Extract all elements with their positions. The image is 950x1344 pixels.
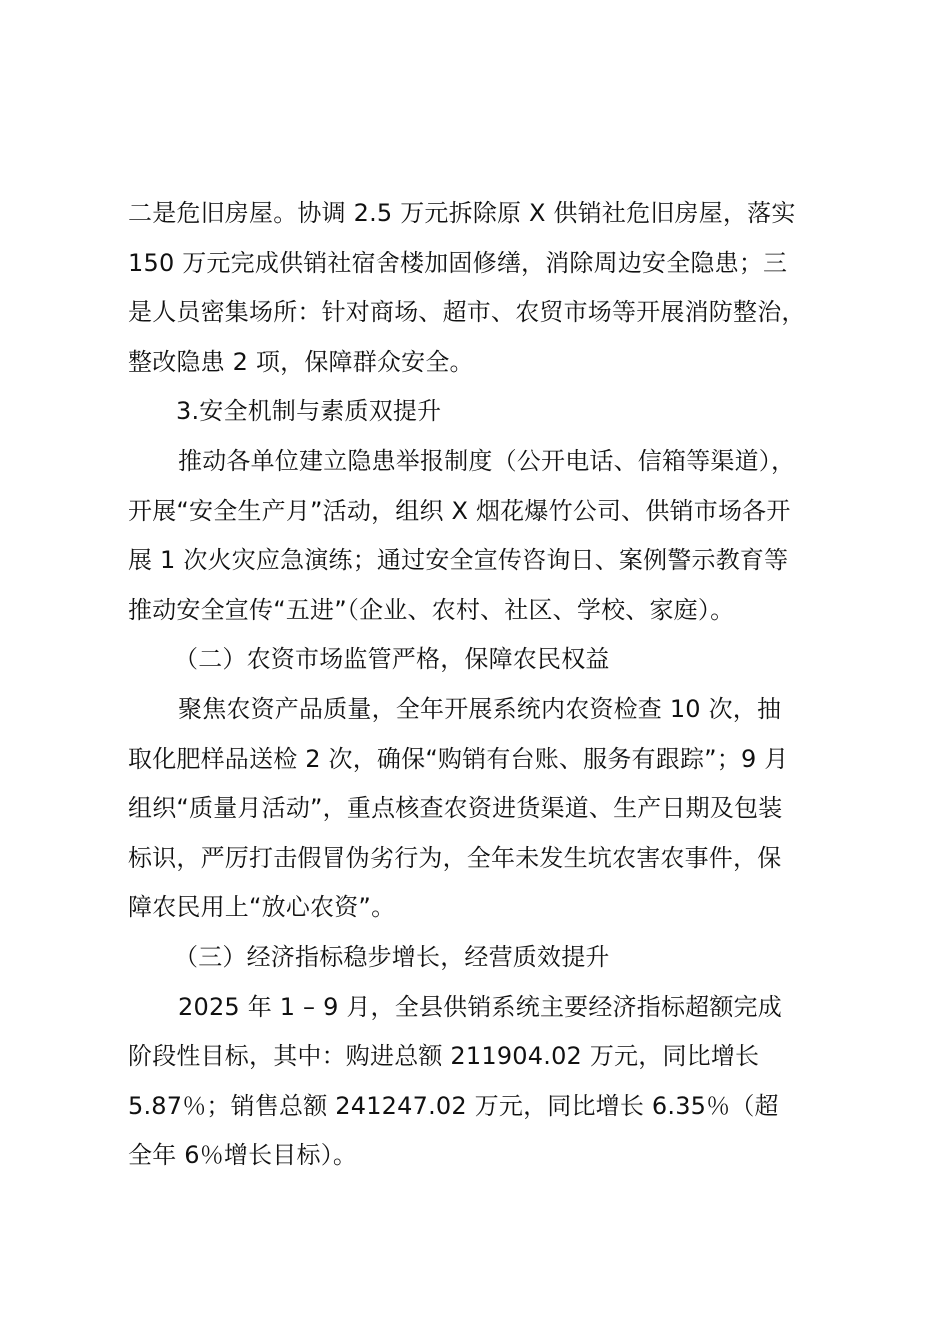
section-heading: 3.安全机制与素质双提升 [176, 397, 442, 426]
paragraph-line: 开展“安全生产月”活动，组织 X 烟花爆竹公司、供销市场各开 [128, 496, 791, 525]
paragraph-line: 二是危旧房屋。协调 2.5 万元拆除原 X 供销社危旧房屋，落实 [128, 199, 796, 227]
paragraph-line: 2025 年 1 – 9 月，全县供销系统主要经济指标超额完成 [178, 992, 782, 1021]
paragraph-line: 展 1 次火灾应急演练；通过安全宣传咨询日、案例警示教育等 [128, 546, 789, 575]
paragraph-line: 阶段性目标，其中：购进总额 211904.02 万元，同比增长 [128, 1042, 760, 1071]
paragraph-line: 推动安全宣传“五进”（企业、农村、社区、学校、家庭）。 [128, 595, 735, 624]
paragraph-line: 全年 6％增长目标）。 [128, 1141, 358, 1170]
paragraph-line: 标识，严厉打击假冒伪劣行为，全年未发生坑农害农事件，保 [128, 843, 782, 872]
paragraph-line: 是人员密集场所：针对商场、超市、农贸市场等开展消防整治， [128, 298, 806, 327]
section-heading: （三）经济指标稳步增长，经营质效提升 [174, 942, 610, 971]
paragraph-line: 推动各单位建立隐患举报制度（公开电话、信箱等渠道）， [178, 446, 796, 475]
paragraph-line: 聚焦农资产品质量，全年开展系统内农资检查 10 次，抽 [178, 694, 782, 723]
paragraph-line: 150 万元完成供销社宿舍楼加固修缮，消除周边安全隐患；三 [128, 248, 788, 277]
document-page [128, 189, 824, 1181]
paragraph-line: 5.87％；销售总额 241247.02 万元，同比增长 6.35％（超 [128, 1091, 779, 1120]
paragraph-line: 取化肥样品送检 2 次，确保“购销有台账、服务有跟踪”；9 月 [128, 744, 789, 773]
paragraph-line: 组织“质量月活动”，重点核查农资进货渠道、生产日期及包装 [128, 794, 783, 823]
paragraph-line: 障农民用上“放心农资”。 [128, 893, 396, 922]
paragraph-line: 整改隐患 2 项，保障群众安全。 [128, 347, 474, 376]
section-heading: （二）农资市场监管严格，保障农民权益 [174, 645, 610, 674]
